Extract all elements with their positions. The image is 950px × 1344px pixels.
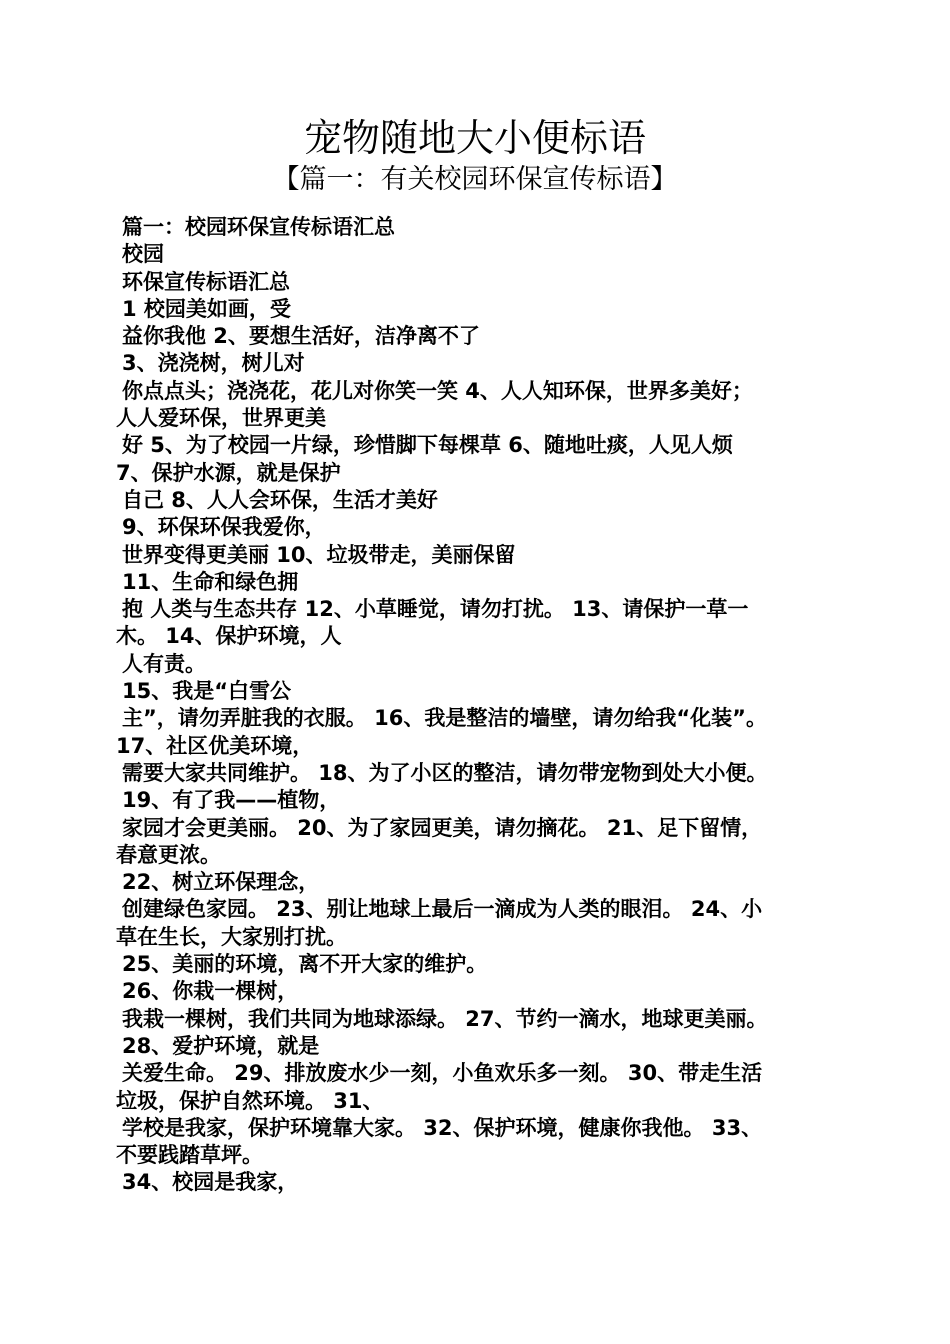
text-line: 木。 14、保护环境，人 bbox=[116, 624, 342, 649]
text-line: 篇一：校园环保宣传标语汇总 bbox=[122, 215, 395, 239]
text-line: 春意更浓。 bbox=[116, 842, 221, 867]
text-line: 17、社区优美环境， bbox=[116, 733, 314, 758]
text-line: 11、生命和绿色拥 bbox=[122, 569, 299, 594]
text-line: 22、树立环保理念， bbox=[122, 870, 320, 895]
text-line: 人人爱环保，世界更美 bbox=[116, 406, 326, 431]
text-line: 15、我是“白雪公 bbox=[122, 679, 292, 704]
text-line: 自己 8、人人会环保，生活才美好 bbox=[122, 487, 438, 512]
text-line: 9、环保环保我爱你， bbox=[122, 515, 326, 540]
text-line: 环保宣传标语汇总 bbox=[122, 269, 290, 294]
text-line: 19、有了我——植物， bbox=[122, 788, 341, 813]
text-line: 家园才会更美丽。 20、为了家园更美，请勿摘花。 21、足下留情， bbox=[122, 815, 763, 840]
text-line: 26、你栽一棵树， bbox=[122, 979, 299, 1004]
text-line: 25、美丽的环境，离不开大家的维护。 bbox=[122, 952, 488, 977]
text-line: 关爱生命。 29、排放废水少一刻，小鱼欢乐多一刻。 30、带走生活 bbox=[122, 1061, 763, 1086]
text-line: 创建绿色家园。 23、别让地球上最后一滴成为人类的眼泪。 24、小 bbox=[122, 897, 763, 922]
text-line: 垃圾，保护自然环境。 31、 bbox=[116, 1088, 384, 1113]
text-line: 7、保护水源，就是保护 bbox=[116, 460, 341, 485]
document-subtitle: 【篇一：有关校园环保宣传标语】 bbox=[272, 164, 678, 195]
text-line: 益你我他 2、要想生活好，洁净离不了 bbox=[122, 324, 480, 349]
text-line: 我栽一棵树，我们共同为地球添绿。 27、节约一滴水，地球更美丽。 bbox=[122, 1006, 768, 1031]
text-line: 1 校园美如画，受 bbox=[122, 296, 291, 321]
text-line: 3、浇浇树，树儿对 bbox=[122, 351, 305, 376]
document-title: 宠物随地大小便标语 bbox=[303, 116, 646, 160]
text-line: 校园 bbox=[122, 242, 164, 267]
text-line: 不要践踏草坪。 bbox=[116, 1143, 263, 1168]
text-line: 学校是我家，保护环境靠大家。 32、保护环境，健康你我他。 33、 bbox=[122, 1115, 763, 1140]
text-line: 草在生长，大家别打扰。 bbox=[116, 924, 347, 949]
text-line: 主”，请勿弄脏我的衣服。 16、我是整洁的墙壁，请勿给我“化装”。 bbox=[122, 706, 767, 731]
text-line: 需要大家共同维护。 18、为了小区的整洁，请勿带宠物到处大小便。 bbox=[122, 760, 768, 785]
slogan-list bbox=[116, 214, 840, 1197]
text-line: 28、爱护环境，就是 bbox=[122, 1033, 320, 1058]
text-line: 你点点头；浇浇花，花儿对你笑一笑 4、人人知环保，世界多美好； bbox=[122, 378, 753, 403]
text-line: 人有责。 bbox=[122, 651, 206, 676]
text-line: 34、校园是我家， bbox=[122, 1170, 299, 1195]
text-line: 世界变得更美丽 10、垃圾带走，美丽保留 bbox=[122, 542, 516, 567]
text-line: 抱 人类与生态共存 12、小草睡觉，请勿打扰。 13、请保护一草一 bbox=[122, 597, 749, 622]
text-line: 好 5、为了校园一片绿，珍惜脚下每棵草 6、随地吐痰，人见人烦 bbox=[122, 433, 733, 458]
